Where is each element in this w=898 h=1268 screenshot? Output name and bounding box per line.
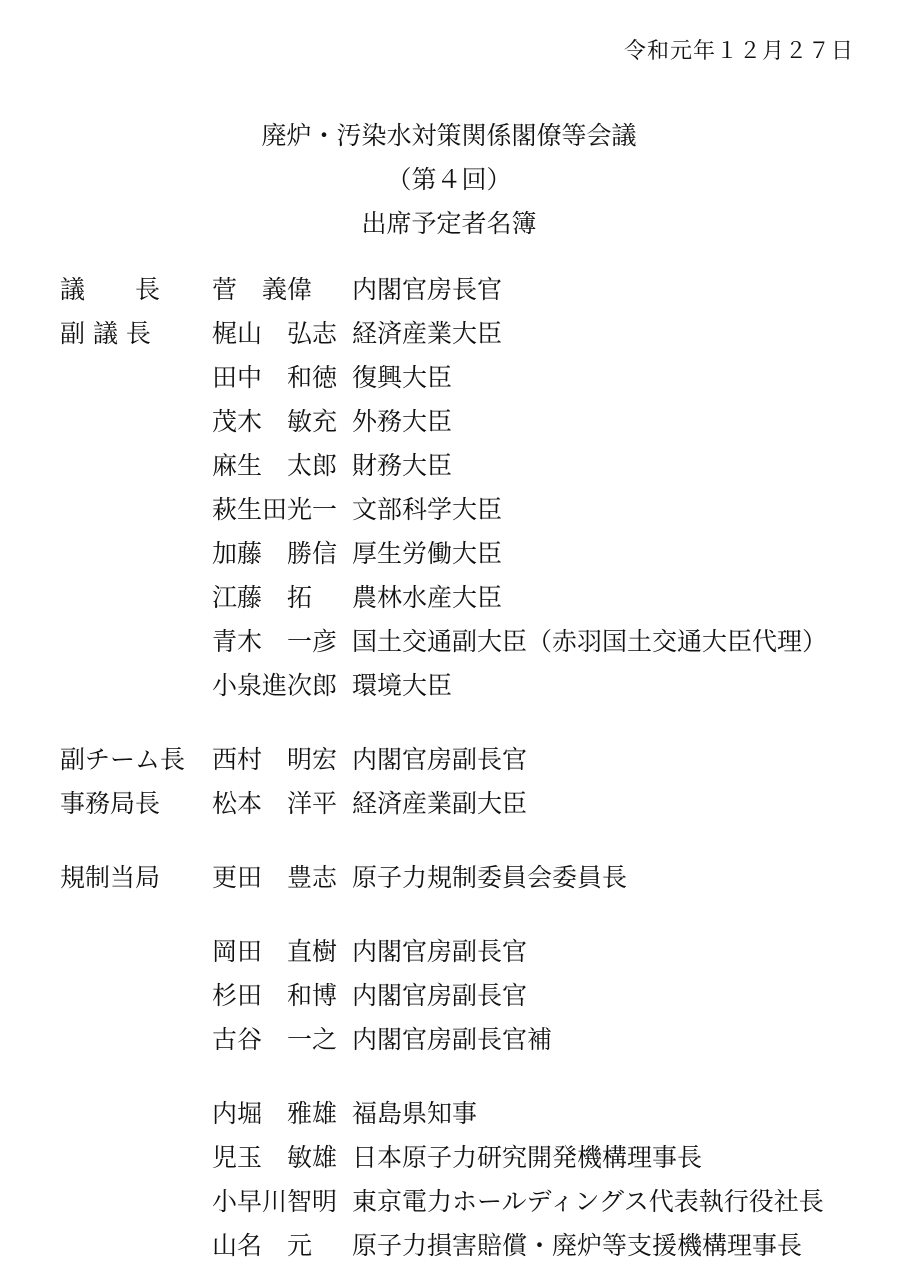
attendee-title: 内閣官房副長官 — [352, 981, 528, 1010]
attendee-name: 小泉進次郎 — [212, 671, 338, 700]
attendee-row — [0, 532, 898, 576]
attendee-name: 茂木 敏充 — [212, 407, 338, 436]
attendee-title: 内閣官房副長官 — [352, 937, 528, 966]
attendee-name: 更田 豊志 — [212, 863, 338, 892]
attendee-title: 外務大臣 — [352, 407, 453, 436]
attendee-row — [0, 664, 898, 708]
attendee-name: 青木 一彦 — [212, 627, 338, 656]
document-date: 令和元年１２月２７日 — [623, 39, 854, 64]
attendee-title: 日本原子力研究開発機構理事長 — [352, 1143, 703, 1172]
attendee-row — [0, 488, 898, 532]
attendee-name: 麻生 太郎 — [212, 451, 338, 480]
attendee-title: 復興大臣 — [352, 363, 453, 392]
attendee-row — [0, 400, 898, 444]
attendee-name: 江藤 拓 — [212, 583, 313, 612]
attendee-row — [0, 268, 898, 312]
attendee-name: 児玉 敏雄 — [212, 1143, 338, 1172]
attendee-row — [0, 1224, 898, 1268]
attendee-name: 松本 洋平 — [212, 789, 338, 818]
attendee-name: 西村 明宏 — [212, 745, 338, 774]
attendee-title: 原子力規制委員会委員長 — [352, 863, 628, 892]
attendee-row — [0, 974, 898, 1018]
attendee-name: 杉田 和博 — [212, 981, 338, 1010]
attendee-name: 萩生田光一 — [212, 495, 338, 524]
attendee-row — [0, 782, 898, 826]
attendee-row — [0, 576, 898, 620]
attendee-name: 加藤 勝信 — [212, 539, 338, 568]
attendee-roster — [0, 268, 898, 1268]
attendee-role: 副チーム長 — [60, 745, 186, 774]
attendee-title: 内閣官房長官 — [352, 275, 503, 304]
attendee-row — [0, 1136, 898, 1180]
attendee-role: 議 長 — [60, 275, 161, 304]
attendee-row — [0, 930, 898, 974]
attendee-name: 内堀 雅雄 — [212, 1099, 338, 1128]
attendee-row — [0, 356, 898, 400]
attendee-title: 東京電力ホールディングス代表執行役社長 — [352, 1187, 824, 1216]
attendee-title: 農林水産大臣 — [352, 583, 503, 612]
attendee-title: 福島県知事 — [352, 1099, 478, 1128]
attendee-name: 小早川智明 — [212, 1187, 338, 1216]
attendee-row — [0, 1092, 898, 1136]
attendee-name: 菅 義偉 — [212, 275, 313, 304]
attendee-name: 岡田 直樹 — [212, 937, 338, 966]
attendee-row — [0, 444, 898, 488]
attendee-title: 内閣官房副長官補 — [352, 1025, 553, 1054]
document-heading — [0, 114, 898, 246]
attendee-name: 梶山 弘志 — [212, 319, 338, 348]
attendee-title: 内閣官房副長官 — [352, 745, 528, 774]
meeting-number: （第４回） — [386, 165, 512, 194]
attendee-row — [0, 738, 898, 782]
attendee-row — [0, 620, 898, 664]
attendee-name: 山名 元 — [212, 1231, 313, 1260]
attendee-row — [0, 312, 898, 356]
list-title: 出席予定者名簿 — [361, 209, 537, 238]
attendee-title: 文部科学大臣 — [352, 495, 503, 524]
attendee-role: 規制当局 — [60, 863, 161, 892]
attendee-title: 財務大臣 — [352, 451, 453, 480]
attendee-row — [0, 1180, 898, 1224]
attendee-title: 原子力損害賠償・廃炉等支援機構理事長 — [352, 1231, 803, 1260]
attendee-name: 古谷 一之 — [212, 1025, 338, 1054]
attendee-title: 環境大臣 — [352, 671, 453, 700]
attendee-title: 国土交通副大臣（赤羽国土交通大臣代理） — [352, 627, 828, 656]
attendee-row — [0, 1018, 898, 1062]
attendee-role: 事務局長 — [60, 789, 161, 818]
attendee-name: 田中 和徳 — [212, 363, 338, 392]
attendee-title: 経済産業大臣 — [352, 319, 503, 348]
attendee-title: 経済産業副大臣 — [352, 789, 528, 818]
meeting-title: 廃炉・汚染水対策関係閣僚等会議 — [261, 121, 637, 150]
attendee-title: 厚生労働大臣 — [352, 539, 503, 568]
attendee-role: 副 議 長 — [60, 319, 151, 348]
attendee-row — [0, 856, 898, 900]
